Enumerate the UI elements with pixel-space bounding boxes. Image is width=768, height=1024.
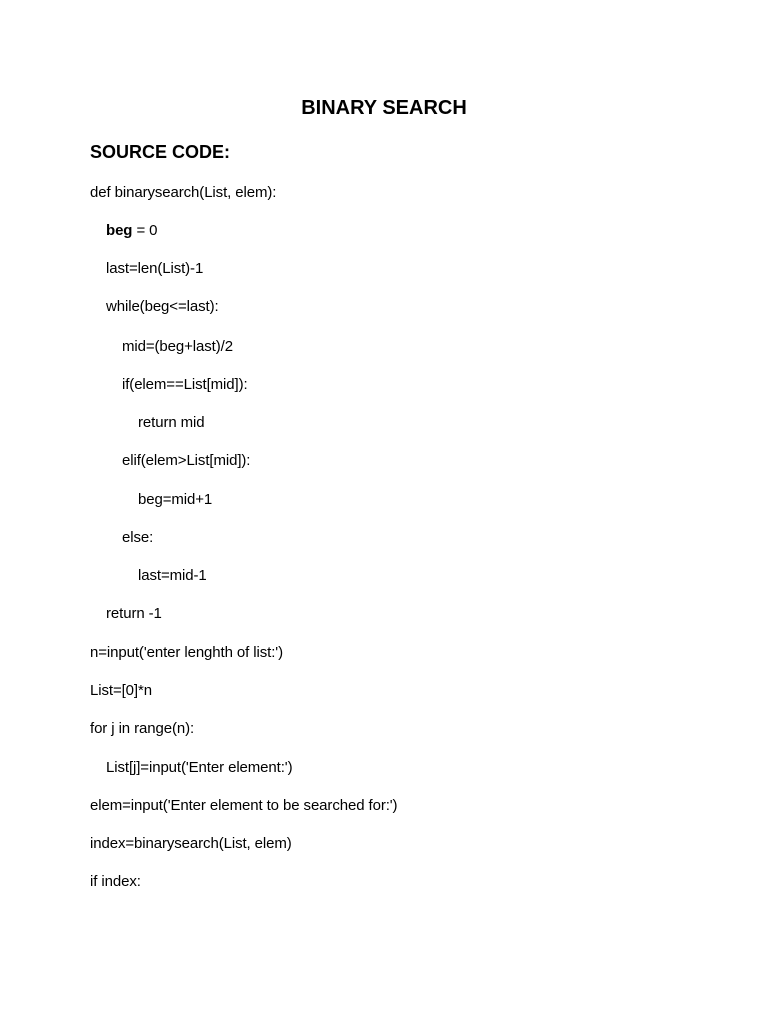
code-line-else: else: — [122, 529, 154, 546]
code-line-elif: elif(elem>List[mid]): — [122, 452, 251, 469]
code-line-while: while(beg<=last): — [106, 298, 219, 315]
code-line-last-update: last=mid-1 — [138, 567, 207, 584]
code-line-beg-init — [106, 221, 157, 241]
code-line-for: for j in range(n): — [90, 720, 195, 737]
code-token-assign-zero: = 0 — [132, 222, 158, 239]
code-line-def: def binarysearch(List, elem): — [90, 184, 277, 201]
code-line-return-minus-one: return -1 — [106, 605, 162, 622]
code-line-mid: mid=(beg+last)/2 — [122, 338, 233, 355]
code-line-list-init: List=[0]*n — [90, 682, 152, 699]
code-line-list-input: List[j]=input('Enter element:') — [106, 759, 293, 776]
code-line-index: index=binarysearch(List, elem) — [90, 835, 292, 852]
section-heading-source-code: SOURCE CODE: — [90, 142, 231, 162]
code-line-if: if(elem==List[mid]): — [122, 376, 248, 393]
document-title: BINARY SEARCH — [301, 97, 467, 119]
code-line-input-n: n=input('enter lenghth of list:') — [90, 644, 283, 661]
code-token-beg: beg — [106, 222, 133, 239]
code-line-return-mid: return mid — [138, 414, 205, 431]
code-line-beg-update: beg=mid+1 — [138, 491, 213, 508]
code-line-if-index: if index: — [90, 873, 141, 890]
code-line-elem-input: elem=input('Enter element to be searched for:') — [90, 797, 398, 814]
code-line-last-init: last=len(List)-1 — [106, 260, 204, 277]
